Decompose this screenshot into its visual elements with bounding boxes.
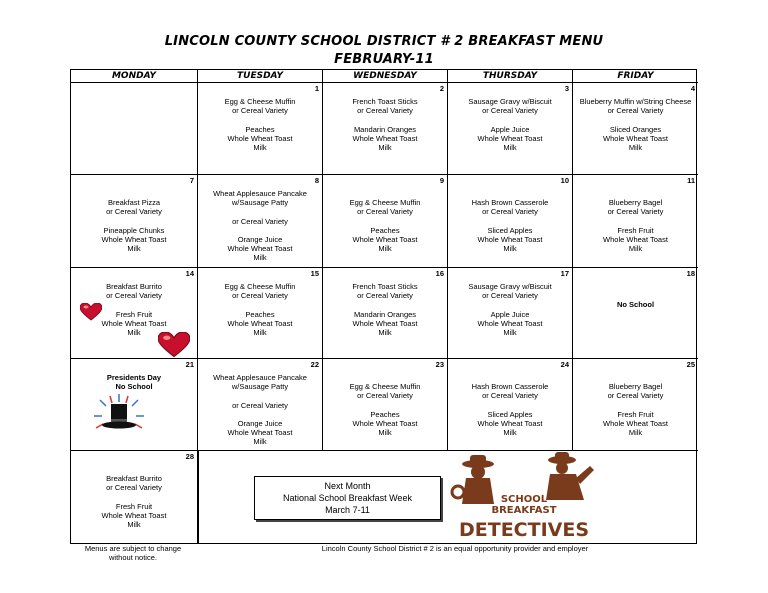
- menu-item: Whole Wheat Toast: [477, 318, 543, 328]
- menu-item: Hash Brown Casserole: [471, 198, 549, 208]
- menu-item: Milk: [253, 253, 267, 263]
- menu-item: No School: [115, 382, 153, 392]
- menu-item: Sausage Gravy w/Biscuit: [468, 97, 552, 106]
- menu-item: Blueberry Bagel: [608, 382, 663, 392]
- calendar-day-cell: [323, 175, 448, 268]
- menu-item: Milk: [378, 244, 392, 254]
- menu-item: Peaches: [370, 225, 400, 235]
- menu-item: Milk: [378, 328, 392, 337]
- day-number: 23: [435, 360, 444, 369]
- day-number: 28: [185, 452, 194, 461]
- next-month-dates: March 7-11: [325, 505, 370, 515]
- menu-items: [573, 373, 698, 437]
- menu-item: Fresh Fruit: [617, 409, 654, 419]
- menu-item: [198, 226, 322, 235]
- day-number: 22: [310, 360, 319, 369]
- day-header-wednesday: WEDNESDAY: [323, 70, 448, 83]
- menu-items: [198, 189, 322, 263]
- menu-item: Blueberry Bagel: [608, 198, 663, 208]
- day-number: 24: [560, 360, 569, 369]
- menu-item: Fresh Fruit: [115, 309, 153, 319]
- logo-line-3: DETECTIVES: [458, 519, 590, 541]
- menu-item: No School: [616, 300, 655, 310]
- day-header-tuesday: TUESDAY: [198, 70, 323, 83]
- menu-item: [198, 410, 322, 419]
- calendar-day-cell: [198, 359, 323, 451]
- menu-item: or Cereal Variety: [357, 291, 413, 301]
- menu-item: [323, 401, 447, 410]
- calendar-day-cell: [448, 359, 573, 451]
- menu-item: Whole Wheat Toast: [352, 418, 418, 428]
- menu-item: w/Sausage Patty: [231, 382, 289, 392]
- menu-item: Sliced Apples: [487, 225, 533, 235]
- menu-item: Whole Wheat Toast: [603, 418, 668, 428]
- menu-item: Hash Brown Casserole: [471, 382, 549, 392]
- menu-items: [71, 465, 197, 529]
- calendar-day-cell: [448, 268, 573, 359]
- menu-item: Apple Juice: [490, 124, 530, 134]
- menu-item: Milk: [503, 328, 517, 337]
- menu-item: [448, 189, 572, 198]
- calendar-day-cell: [323, 268, 448, 359]
- menu-item: Milk: [253, 143, 267, 152]
- menu-item: or Cereal Variety: [482, 106, 538, 116]
- menu-item: [573, 401, 698, 410]
- menu-item: Whole Wheat Toast: [477, 133, 543, 143]
- calendar-day-cell: [573, 268, 698, 359]
- day-number: 25: [686, 360, 695, 369]
- menu-item: [573, 373, 698, 382]
- menu-item: Milk: [503, 428, 517, 438]
- menu-item: Whole Wheat Toast: [352, 234, 418, 244]
- menu-title: LINCOLN COUNTY SCHOOL DISTRICT # 2 BREAKFAST MENU: [164, 34, 604, 49]
- menu-item: or Cereal Variety: [106, 207, 162, 217]
- menu-item: Sliced Oranges: [609, 124, 662, 134]
- menu-item: Milk: [127, 244, 141, 254]
- menu-items: [198, 282, 322, 337]
- footer-note-left: [70, 544, 196, 562]
- menu-items: [71, 189, 197, 253]
- menu-item: [448, 373, 572, 382]
- menu-items: [198, 373, 322, 447]
- day-number: 8: [314, 176, 319, 185]
- menu-item: Whole Wheat Toast: [227, 244, 293, 254]
- menu-item: Milk: [378, 428, 392, 438]
- menu-items: [323, 373, 447, 437]
- day-number: 4: [690, 84, 695, 93]
- menu-item: French Toast Sticks: [352, 282, 418, 291]
- menu-item: [198, 391, 322, 400]
- menu-item: [323, 373, 447, 382]
- day-number: 16: [435, 269, 444, 278]
- day-number: 3: [564, 84, 569, 93]
- menu-item: Milk: [253, 328, 267, 337]
- day-number: 2: [439, 84, 444, 93]
- footer-left-line-1: Menus are subject to change: [84, 544, 182, 553]
- menu-item: [448, 217, 572, 226]
- calendar-day-cell: [323, 359, 448, 451]
- menu-item: or Cereal Variety: [232, 400, 288, 410]
- menu-item: [323, 217, 447, 226]
- menu-item: Whole Wheat Toast: [352, 318, 418, 328]
- menu-item: [198, 115, 322, 124]
- menu-item: Milk: [628, 143, 643, 152]
- menu-item: Orange Juice: [237, 418, 283, 428]
- menu-item: [323, 115, 447, 124]
- menu-item: or Cereal Variety: [357, 391, 413, 401]
- menu-items: [448, 373, 572, 437]
- calendar-day-cell: [323, 83, 448, 175]
- menu-subtitle: FEBRUARY-11: [334, 52, 434, 67]
- menu-item: [198, 207, 322, 216]
- menu-item: Milk: [503, 244, 517, 254]
- menu-item: or Cereal Variety: [106, 291, 162, 301]
- calendar-grid: [70, 69, 697, 544]
- calendar-day-cell: [198, 268, 323, 359]
- menu-item: [198, 300, 322, 309]
- menu-item: Egg & Cheese Muffin: [349, 198, 421, 208]
- menu-item: w/Sausage Patty: [231, 198, 289, 208]
- day-number: 11: [687, 176, 695, 185]
- menu-item: Fresh Fruit: [115, 501, 153, 511]
- menu-item: Wheat Applesauce Pancake: [213, 189, 307, 198]
- menu-item: or Cereal Variety: [232, 216, 288, 226]
- menu-item: Whole Wheat Toast: [477, 418, 543, 428]
- logo-line-2: BREAKFAST: [491, 505, 557, 516]
- menu-item: or Cereal Variety: [357, 106, 413, 116]
- menu-item: Whole Wheat Toast: [352, 133, 418, 143]
- menu-items: [323, 97, 447, 152]
- menu-item: Whole Wheat Toast: [101, 510, 167, 520]
- next-month-event: National School Breakfast Week: [283, 493, 412, 503]
- menu-items: [573, 282, 698, 310]
- calendar-day-cell: [573, 359, 698, 451]
- logo-line-1: SCHOOL: [500, 494, 548, 505]
- top-hat-icon: [90, 392, 148, 436]
- menu-item: [573, 189, 698, 198]
- menu-item: or Cereal Variety: [607, 207, 664, 217]
- footer-equal-opportunity: Lincoln County School District # 2 is an equal opportunity provider and employer: [321, 544, 589, 553]
- menu-item: [323, 300, 447, 309]
- menu-item: Milk: [628, 428, 643, 438]
- menu-item: [71, 465, 197, 474]
- menu-item: Mandarin Oranges: [353, 309, 417, 319]
- calendar-day-cell: [448, 83, 573, 175]
- day-header-thursday: THURSDAY: [448, 70, 573, 83]
- calendar-day-cell: [448, 175, 573, 268]
- menu-item: [448, 401, 572, 410]
- menu-item: Whole Wheat Toast: [101, 234, 167, 244]
- calendar-day-cell: [573, 83, 698, 175]
- menu-items: [323, 189, 447, 253]
- menu-item: [323, 189, 447, 198]
- day-number: 7: [189, 176, 194, 185]
- menu-item: Mandarin Oranges: [353, 124, 417, 134]
- menu-item: Breakfast Burrito: [106, 282, 162, 291]
- menu-item: Milk: [253, 437, 267, 447]
- day-header-friday: FRIDAY: [573, 70, 698, 83]
- day-number: 14: [185, 269, 194, 278]
- menu-items: [573, 97, 698, 152]
- menu-item: Peaches: [370, 409, 400, 419]
- menu-item: Sausage Gravy w/Biscuit: [468, 282, 552, 291]
- menu-items: [71, 373, 197, 391]
- menu-item: Whole Wheat Toast: [227, 133, 293, 143]
- menu-item: Sliced Apples: [487, 409, 533, 419]
- menu-item: Orange Juice: [237, 234, 283, 244]
- menu-item: Blueberry Muffin w/String Cheese: [579, 97, 692, 106]
- menu-items: [448, 97, 572, 152]
- day-number: 1: [314, 84, 319, 93]
- menu-item: [573, 115, 698, 124]
- menu-item: [448, 300, 572, 309]
- menu-item: Whole Wheat Toast: [227, 318, 293, 328]
- day-number: 9: [439, 176, 444, 185]
- menu-item: or Cereal Variety: [232, 106, 288, 116]
- menu-item: [71, 493, 197, 502]
- next-month-box: [254, 476, 441, 520]
- menu-item: Egg & Cheese Muffin: [349, 382, 421, 392]
- week-divider: [198, 451, 199, 543]
- calendar-day-cell: [71, 175, 198, 268]
- menu-item: Peaches: [245, 309, 275, 319]
- menu-item: [573, 291, 698, 300]
- day-number: 18: [686, 269, 695, 278]
- menu-item: Milk: [127, 328, 141, 337]
- menu-items: [198, 97, 322, 152]
- menu-item: Peaches: [245, 124, 275, 134]
- menu-items: [323, 282, 447, 337]
- next-month-title: Next Month: [324, 481, 371, 491]
- calendar-day-cell: [198, 83, 323, 175]
- menu-item: Apple Juice: [490, 309, 530, 319]
- menu-item: Whole Wheat Toast: [227, 428, 293, 438]
- menu-item: Whole Wheat Toast: [101, 318, 167, 328]
- menu-item: or Cereal Variety: [607, 106, 664, 116]
- footer-left-line-2: without notice.: [109, 553, 157, 562]
- menu-item: or Cereal Variety: [607, 391, 664, 401]
- menu-item: Milk: [503, 143, 517, 152]
- menu-item: Wheat Applesauce Pancake: [213, 373, 307, 382]
- menu-item: Presidents Day: [106, 373, 162, 382]
- menu-item: Whole Wheat Toast: [603, 234, 668, 244]
- menu-item: [71, 189, 197, 198]
- menu-item: or Cereal Variety: [482, 391, 538, 401]
- day-number: 21: [185, 360, 194, 369]
- menu-item: [71, 217, 197, 226]
- menu-item: [573, 217, 698, 226]
- menu-item: or Cereal Variety: [232, 291, 288, 301]
- calendar-day-cell: [198, 175, 323, 268]
- heart-icon: [80, 303, 102, 321]
- calendar-day-cell: [71, 451, 198, 543]
- menu-items: [573, 189, 698, 253]
- menu-item: Whole Wheat Toast: [477, 234, 543, 244]
- menu-item: French Toast Sticks: [352, 97, 418, 106]
- menu-item: [448, 115, 572, 124]
- menu-item: Milk: [127, 520, 141, 530]
- menu-items: [448, 282, 572, 337]
- menu-item: Fresh Fruit: [617, 225, 654, 235]
- menu-items: [448, 189, 572, 253]
- school-breakfast-detectives-logo: [450, 452, 596, 542]
- menu-item: Breakfast Pizza: [107, 198, 161, 208]
- heart-icon: [158, 332, 190, 358]
- calendar-day-cell: [71, 83, 198, 175]
- calendar-day-cell: [573, 175, 698, 268]
- day-number: 10: [560, 176, 569, 185]
- menu-item: Egg & Cheese Muffin: [224, 97, 296, 106]
- menu-item: Milk: [378, 143, 392, 152]
- menu-item: Whole Wheat Toast: [603, 133, 668, 143]
- menu-item: Pineapple Chunks: [103, 225, 165, 235]
- day-number: 17: [560, 269, 569, 278]
- menu-item: or Cereal Variety: [106, 483, 162, 493]
- day-header-monday: MONDAY: [71, 70, 198, 83]
- menu-item: Milk: [628, 244, 643, 254]
- day-number: 15: [310, 269, 319, 278]
- menu-item: Egg & Cheese Muffin: [224, 282, 296, 291]
- menu-item: or Cereal Variety: [482, 291, 538, 301]
- menu-item: or Cereal Variety: [482, 207, 538, 217]
- menu-item: Breakfast Burrito: [106, 474, 162, 484]
- menu-item: or Cereal Variety: [357, 207, 413, 217]
- menu-item: [573, 282, 698, 291]
